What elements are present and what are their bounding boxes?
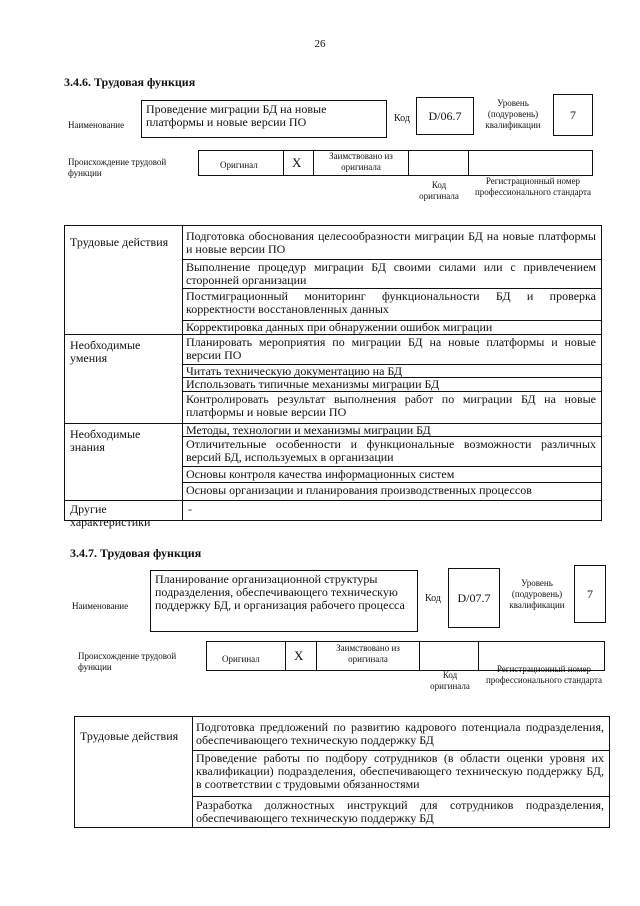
category-skills: Необходимые умения — [70, 338, 141, 365]
category-actions: Трудовые действия — [70, 235, 169, 249]
list-item: Использовать типичные механизмы миграции БД — [186, 377, 440, 391]
list-item: Корректировка данных при обнаружении ошибок миграции — [186, 320, 493, 334]
list-item: Подготовка обоснования целесообразности миграции БД на новые платформы и новые версии ПО — [186, 229, 596, 256]
list-item: Проведение работы по подбору сотрудников (в области оценки уровня их квалификации) подразделения, обеспечивающего техническую поддержку БД, в соответствии с трудовыми обязанностями — [196, 751, 604, 791]
category-other: Другие характеристики — [70, 502, 151, 529]
list-item: Контролировать результат выполнения работ по миграции БД на новые платформы и новые версии ПО — [186, 392, 596, 419]
list-item: Основы контроля качества информационных систем — [186, 467, 455, 481]
borrowed-label: Заимствовано из оригинала — [336, 643, 400, 664]
original-mark: X — [294, 648, 304, 663]
function-name: Планирование организационной структуры подразделения, обеспечивающего техническую поддержку БД, и организация рабочего процесса — [150, 570, 418, 632]
reg-number-label: Регистрационный номер профессионального стандарта — [485, 664, 603, 685]
level-label: Уровень (подуровень) квалификации — [485, 98, 541, 130]
list-item: Подготовка предложений по развитию кадрового потенциала подразделения, обеспечивающего техническую поддержку БД — [196, 720, 604, 747]
name-label: Наименование — [68, 120, 125, 130]
original-mark: X — [292, 155, 302, 170]
list-item: Методы, технологии и механизмы миграции БД — [186, 423, 431, 437]
borrowed-label: Заимствовано из оригинала — [329, 151, 393, 172]
list-item: Читать техническую документацию на БД — [186, 364, 403, 378]
page-number: 26 — [314, 38, 326, 50]
qualification-level: 7 — [553, 94, 593, 136]
orig-code-label: Код оригинала — [419, 180, 459, 201]
origin-label: Происхождение трудовой функции — [68, 157, 167, 178]
category-actions: Трудовые действия — [80, 729, 179, 743]
section-title: 3.4.6. Трудовая функция — [64, 75, 196, 89]
origin-label: Происхождение трудовой функции — [78, 651, 177, 672]
list-item: Постмиграционный мониторинг функциональности БД и проверка корректности восстановленных данных — [186, 289, 596, 316]
original-label: Оригинал — [220, 160, 258, 170]
qualification-level: 7 — [574, 565, 606, 623]
function-code: D/07.7 — [448, 568, 500, 628]
list-item: Отличительные особенности и функциональные возможности различных версий БД, используемых в организации — [186, 437, 596, 464]
list-item: Выполнение процедур миграции БД своими силами или с привлечением сторонней организации — [186, 260, 596, 287]
original-label: Оригинал — [222, 654, 260, 664]
section-title: 3.4.7. Трудовая функция — [70, 546, 202, 560]
list-item: - — [188, 502, 192, 516]
function-code: D/06.7 — [416, 97, 474, 135]
code-label: Код — [425, 593, 441, 604]
list-item: Основы организации и планирования производственных процессов — [186, 483, 532, 497]
name-label: Наименование — [72, 601, 129, 611]
code-label: Код — [394, 113, 410, 124]
list-item: Планировать мероприятия по миграции БД на новые платформы и новые версии ПО — [186, 335, 596, 362]
level-label: Уровень (подуровень) квалификации — [509, 578, 565, 610]
category-knowledge: Необходимые знания — [70, 427, 141, 454]
orig-code-label: Код оригинала — [430, 670, 470, 691]
list-item: Разработка должностных инструкций для сотрудников подразделения, обеспечивающего техническую поддержку БД — [196, 798, 604, 825]
reg-number-label: Регистрационный номер профессионального стандарта — [474, 176, 592, 197]
function-name: Проведение миграции БД на новые платформы и новые версии ПО — [141, 100, 387, 138]
